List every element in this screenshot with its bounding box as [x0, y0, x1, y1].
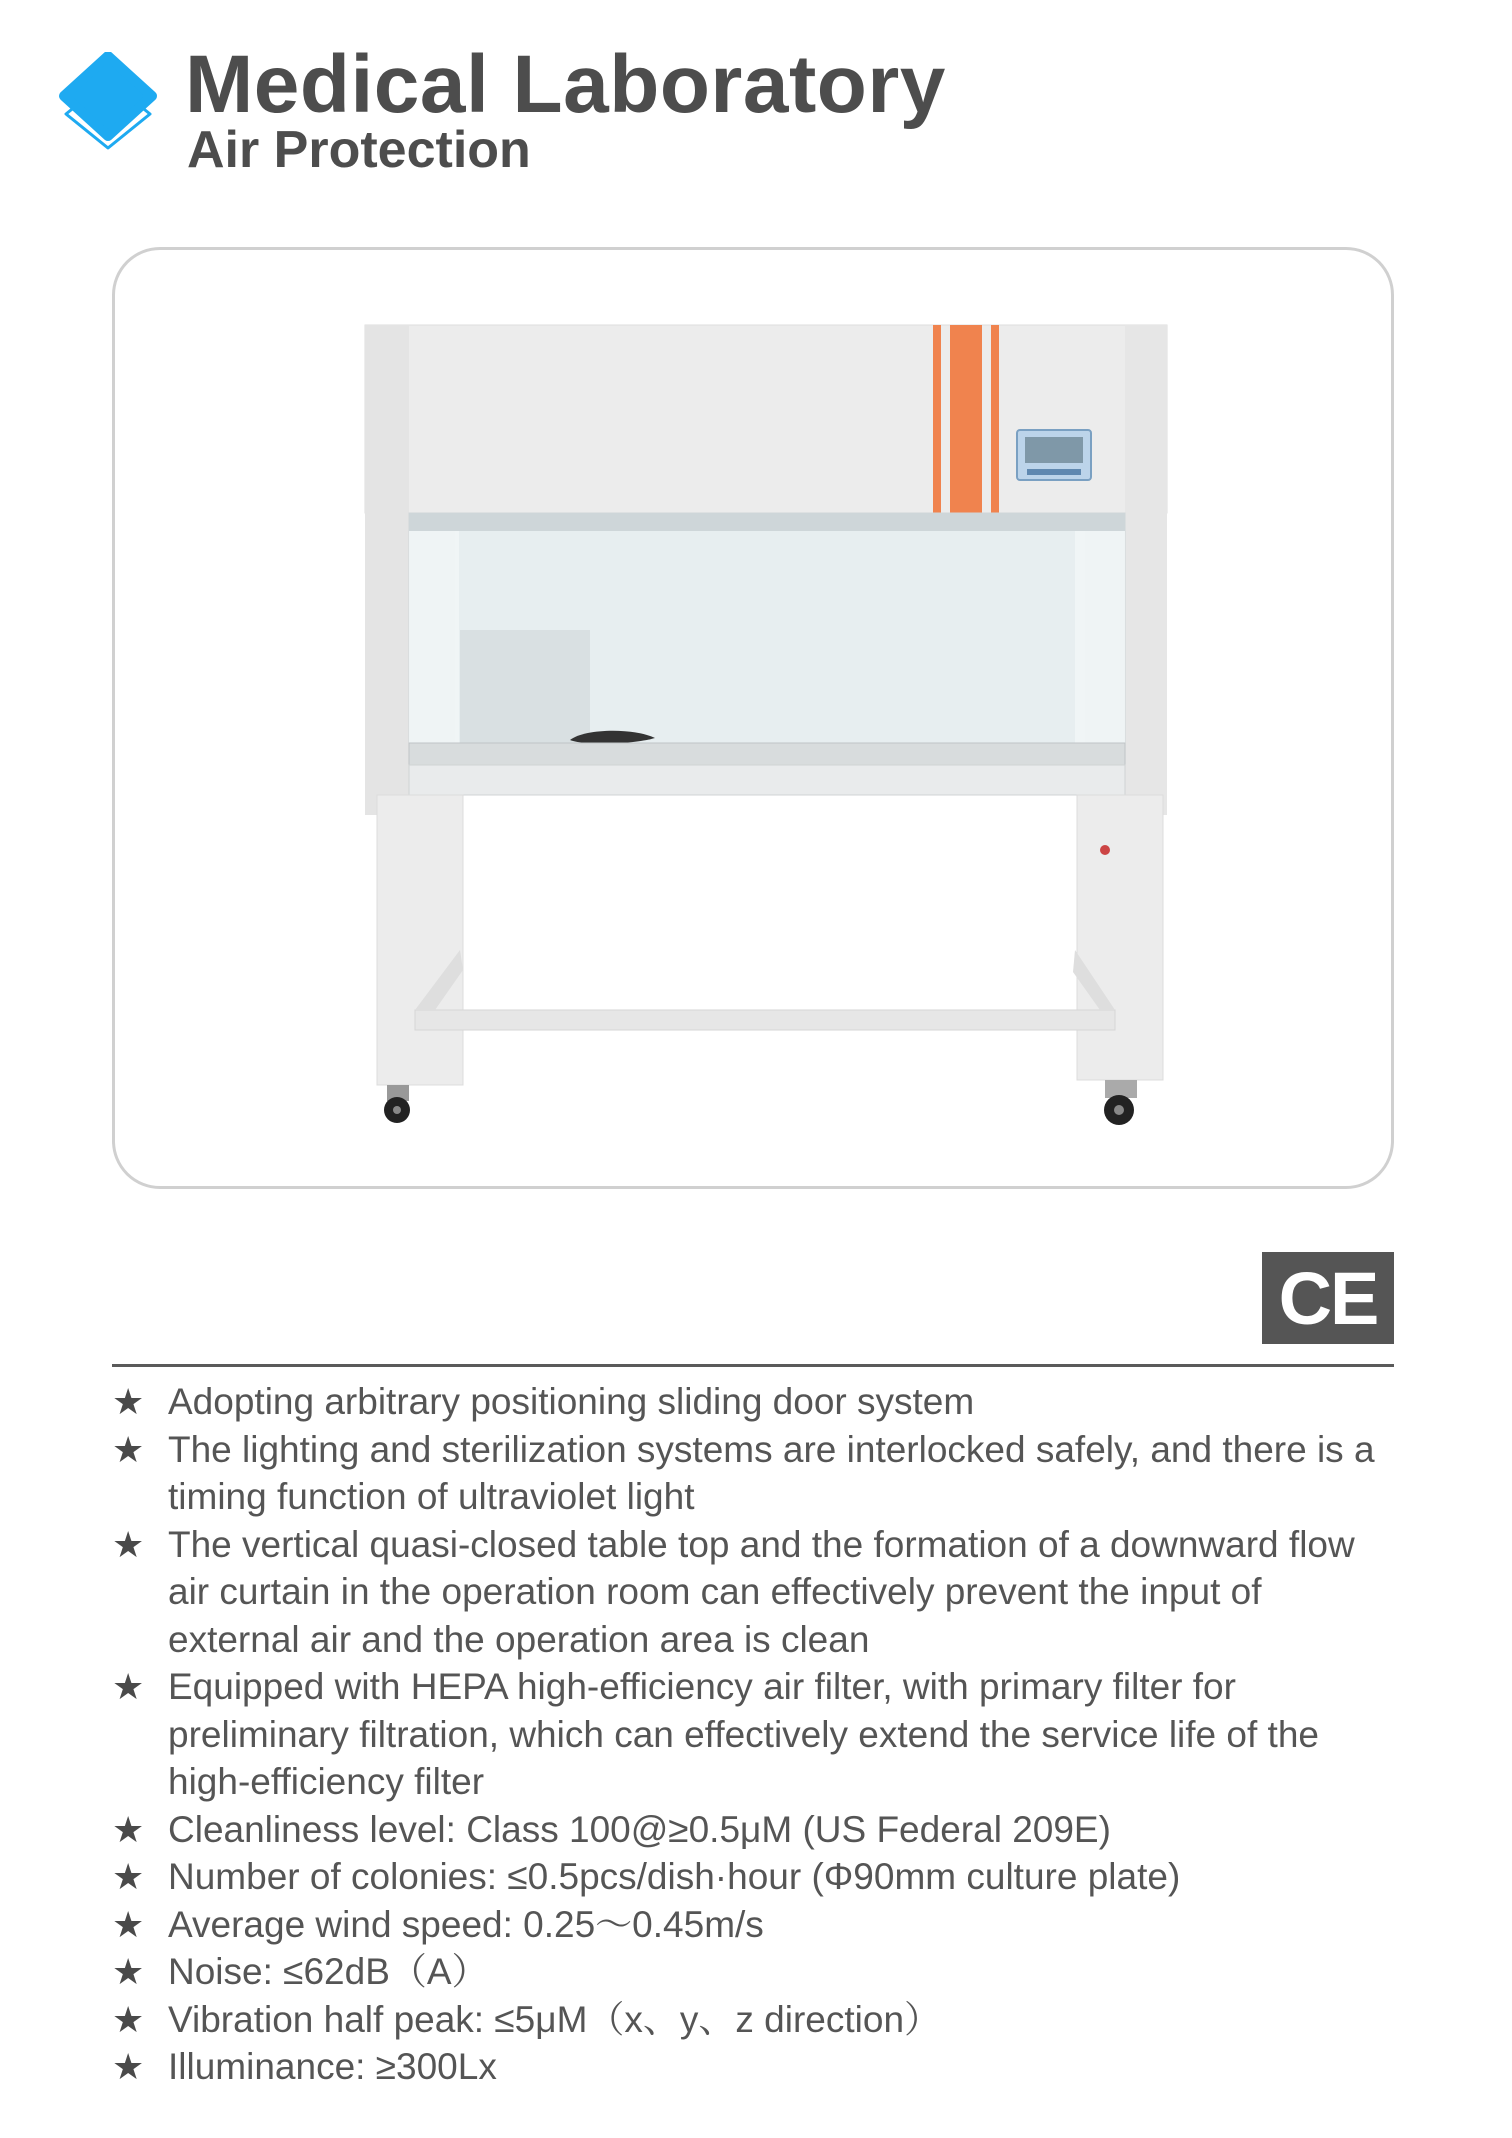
clean-bench-illustration	[115, 250, 1394, 1189]
page-subtitle: Air Protection	[187, 121, 531, 179]
feature-text: The lighting and sterilization systems are interlocked safely, and there is a timing function of ultraviolet light	[168, 1428, 1375, 1517]
star-icon: ★	[112, 1428, 145, 1470]
left-leg	[377, 795, 463, 1085]
feature-text: Average wind speed: 0.25～0.45m/s	[168, 1903, 764, 1945]
orange-stripe	[933, 325, 941, 513]
feature-text: The vertical quasi-closed table top and the formation of a downward flow air curtain in the operation room can effectively prevent the input of external air and the operation area is clean	[168, 1523, 1355, 1660]
star-icon: ★	[112, 1666, 145, 1707]
section-divider	[112, 1364, 1394, 1367]
star-icon: ★	[112, 1856, 145, 1897]
star-icon: ★	[112, 1951, 145, 1992]
page-title: Medical Laboratory	[185, 39, 946, 130]
star-icon: ★	[112, 2046, 145, 2087]
ce-mark-badge: CE	[1262, 1252, 1394, 1344]
orange-stripe	[991, 325, 999, 513]
orange-stripe	[950, 325, 982, 513]
feature-text: Number of colonies: ≤0.5pcs/dish·hour (Φ90mm culture plate)	[168, 1856, 1181, 1897]
feature-item	[112, 1378, 1402, 1426]
right-leg	[1077, 795, 1163, 1080]
feature-item	[112, 1806, 1402, 1854]
work-surface	[409, 743, 1125, 765]
product-photo-frame	[112, 247, 1394, 1189]
star-icon: ★	[112, 1998, 145, 2040]
feature-text: Noise: ≤62dB（A）	[168, 1951, 489, 1992]
star-icon: ★	[112, 1523, 145, 1565]
crossbar	[415, 1010, 1115, 1030]
feature-item	[112, 1426, 1402, 1521]
page-header	[0, 0, 1512, 200]
feature-text: Vibration half peak: ≤5μM（x、y、z direction）	[168, 1998, 942, 2040]
feature-text: Illuminance: ≥300Lx	[168, 2046, 497, 2087]
feature-list	[112, 1378, 1402, 2091]
feature-item	[112, 1521, 1402, 1664]
feature-text: Equipped with HEPA high-efficiency air filter, with primary filter for preliminary filtration, which can effectively extend the service life of the high-efficiency filter	[168, 1666, 1319, 1802]
feature-item	[112, 1853, 1402, 1901]
feature-item	[112, 2043, 1402, 2091]
feature-text: Adopting arbitrary positioning sliding door system	[168, 1381, 975, 1422]
feature-item	[112, 1901, 1402, 1949]
feature-text: Cleanliness level: Class 100@≥0.5μM (US Federal 209E)	[168, 1808, 1111, 1850]
lcd-display	[1025, 437, 1083, 463]
star-icon: ★	[112, 1903, 145, 1945]
feature-item	[112, 1663, 1402, 1806]
star-icon: ★	[112, 1381, 145, 1422]
diamond-logo-icon	[58, 52, 158, 162]
cabinet-top-panel	[365, 325, 1167, 513]
star-icon: ★	[112, 1808, 145, 1850]
glass-side-panel	[409, 531, 459, 753]
feature-item	[112, 1948, 1402, 1996]
feature-item	[112, 1996, 1402, 2044]
